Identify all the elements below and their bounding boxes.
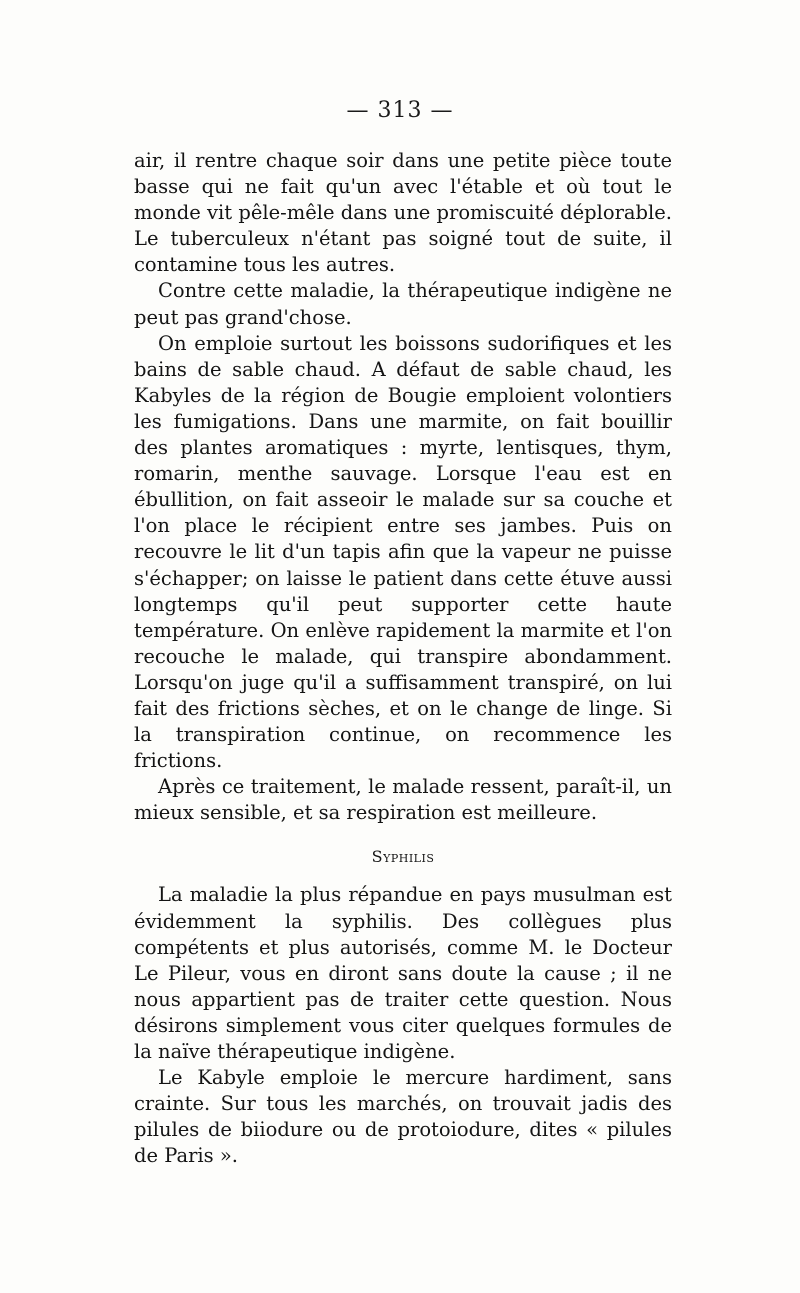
paragraph-5: La maladie la plus répandue en pays musulman est évidemment la syphilis. Des collègues plus compétents et plus autorisés, comme M. le Docteur Le Pileur, vous en diront sans doute la cause ; il ne nous appartient pas de traiter cette question. Nous désirons simplement vous citer quelques formules de la naïve thérapeutique indigène.: [134, 883, 672, 1063]
paragraph-4: Après ce traitement, le malade ressent, paraît-il, un mieux sensible, et sa respiration est meilleure.: [134, 775, 672, 825]
paragraph-6: Le Kabyle emploie le mercure hardiment, sans crainte. Sur tous les marchés, on trouvait jadis des pilules de biiodure ou de protoiodure, dites « pilules de Paris ».: [134, 1066, 672, 1168]
body-text: [134, 148, 672, 1169]
paragraph-1: air, il rentre chaque soir dans une petite pièce toute basse qui ne fait qu'un avec l'étable et où tout le monde vit pêle-mêle dans une promiscuité déplorable. Le tuberculeux n'étant pas soigné tout de suite, il contamine tous les autres.: [134, 149, 672, 277]
section-heading: Syphilis: [371, 847, 435, 867]
page-number: — 313 —: [346, 98, 454, 123]
paragraph-2: Contre cette maladie, la thérapeutique indigène ne peut pas grand'chose.: [134, 279, 672, 329]
paragraph-3: On emploie surtout les boissons sudorifiques et les bains de sable chaud. A défaut de sable chaud, les Kabyles de la région de Bougie emploient volontiers les fumigations. Dans une marmite, on fait bouillir des plantes aromatiques : myrte, lentisques, thym, romarin, menthe sauvage. Lorsque l'eau est en ébullition, on fait asseoir le malade sur sa couche et l'on place le récipient entre ses jambes. Puis on recouvre le lit d'un tapis afin que la vapeur ne puisse s'échapper; on laisse le patient dans cette étuve aussi longtemps qu'il peut supporter cette haute température. On enlève rapidement la marmite et l'on recouche le malade, qui transpire abondamment. Lorsqu'on juge qu'il a suffisamment transpiré, on lui fait des frictions sèches, et on le change de linge. Si la transpiration continue, on recommence les frictions.: [134, 331, 672, 773]
